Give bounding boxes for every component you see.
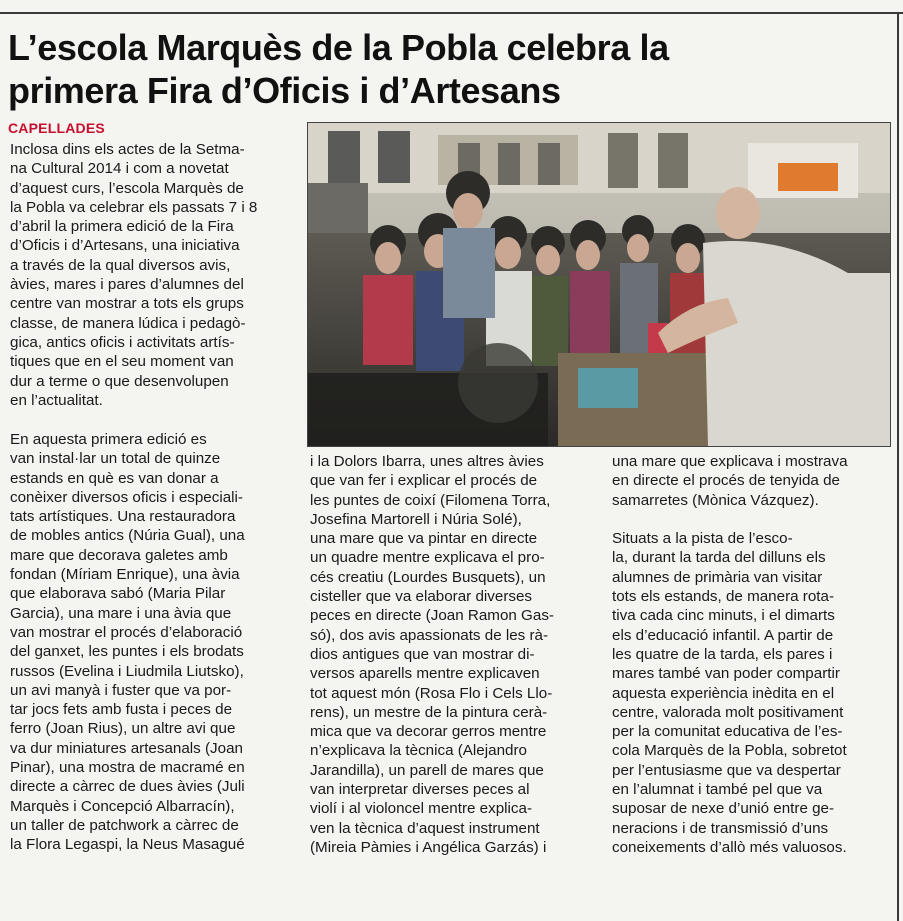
text-line: van mostrar el procés d’elaboració <box>10 623 243 641</box>
text-line: estands en què es van donar a <box>10 469 219 487</box>
text-line: coneixements d’allò més valuosos. <box>612 838 847 856</box>
text-line: Inclosa dins els actes de la Setma- <box>10 141 245 158</box>
top-rule <box>0 12 903 14</box>
text-line: van instal·lar un total de quinze <box>10 450 221 468</box>
text-line: d’Oficis i d’Artesans, una iniciativa <box>10 237 240 255</box>
text-line: van interpretar diverses peces al <box>310 781 530 799</box>
text-line: tot aquest món (Rosa Flo i Cels Llo- <box>310 684 553 702</box>
text-line: rens), un mestre de la pintura cerà- <box>310 703 548 721</box>
text-line: Situats a la pista de l’esco- <box>612 530 793 548</box>
text-line: fondan (Míriam Enrique), una àvia <box>10 566 240 584</box>
text-line: una mare que va pintar en directe <box>310 530 538 548</box>
text-line: Marquès i Concepció Albarracín), <box>10 797 235 815</box>
text-line: suposar de nexe d’unió entre ge- <box>612 800 835 818</box>
column-2 <box>310 452 600 857</box>
text-line: (Mireia Pàmies i Angélica Garzás) i <box>310 838 547 856</box>
text-line: samarretes (Mònica Vázquez). <box>612 491 819 509</box>
text-line: En aquesta primera edició es <box>10 431 207 448</box>
text-line: na Cultural 2014 i com a novetat <box>10 160 229 178</box>
text-line: i la Dolors Ibarra, unes altres àvies <box>310 453 544 470</box>
text-line: cisteller que va elaborar diverses <box>310 588 533 606</box>
text-line: centre van mostrar a tots els grups <box>10 295 244 313</box>
text-line: tats artístiques. Una restauradora <box>10 508 236 526</box>
text-line: alumnes de primària van visitar <box>612 568 823 586</box>
text-line: la, durant la tarda del dilluns els <box>612 549 826 567</box>
text-line: un quadre mentre explicava el pro- <box>310 549 545 567</box>
text-line: Josefina Martorell i Núria Solé), <box>310 510 522 528</box>
text-line: ven la tècnica d’aquest instrument <box>310 819 540 837</box>
text-line: peces en directe (Joan Ramon Gas- <box>310 607 554 625</box>
photo-illustration <box>308 123 890 446</box>
text-line: tar jocs fets amb fusta i peces de <box>10 701 233 719</box>
text-line: de mobles antics (Núria Gual), una <box>10 527 245 545</box>
column-3 <box>612 452 892 857</box>
text-line: tots els estands, de manera rota- <box>612 588 835 606</box>
text-line: Pinar), una mostra de macramé en <box>10 759 245 777</box>
text-line: una mare que explicava i mostrava <box>612 453 848 470</box>
text-line: versos aparells mentre explicaven <box>310 665 540 683</box>
text-line: gica, antics oficis i activitats artís- <box>10 333 235 351</box>
text-line: a través de la qual diversos avis, <box>10 256 231 274</box>
text-line: per la comunitat educativa de l’es- <box>612 723 843 741</box>
text-line: tiques que en el seu moment van <box>10 353 234 371</box>
text-line: la Pobla va celebrar els passats 7 i 8 <box>10 198 258 216</box>
text-line: d’aquest curs, l’escola Marquès de <box>10 179 244 197</box>
text-line: só), dos avis apassionats de les rà- <box>310 626 549 644</box>
text-line: cés creatiu (Lourdes Busquets), un <box>310 568 546 586</box>
text-line: neracions i de transmissió d’uns <box>612 819 829 837</box>
headline <box>8 26 888 112</box>
text-line: dios antigues que van mostrar di- <box>310 645 535 663</box>
headline-line-1: L’escola Marquès de la Pobla celebra la <box>8 27 669 68</box>
article-photo <box>307 122 891 447</box>
text-line: d’abril la primera edició de la Fira <box>10 218 234 236</box>
text-line: que elaborava sabó (Maria Pilar <box>10 585 226 603</box>
text-line: en l’alumnat i també pel que va <box>612 781 823 799</box>
text-line: Jarandilla), un parell de mares que <box>310 761 544 779</box>
headline-line-2: primera Fira d’Oficis i d’Artesans <box>8 70 561 111</box>
text-line: directe a càrrec de dues àvies (Juli <box>10 778 245 796</box>
text-line: classe, de manera lúdica i pedagò- <box>10 314 246 332</box>
text-line: russos (Evelina i Liudmila Liutsko), <box>10 662 244 680</box>
text-line: per l’entusiasme que va despertar <box>612 761 841 779</box>
text-line: un taller de patchwork a càrrec de <box>10 816 239 834</box>
text-line: àvies, mares i pares d’alumnes del <box>10 276 244 294</box>
text-line: la Flora Legaspi, la Neus Masagué <box>10 836 245 854</box>
text-line: en l’actualitat. <box>10 391 103 409</box>
text-line <box>612 510 892 529</box>
text-line: els d’educació infantil. A partir de <box>612 626 834 644</box>
column-1-intro <box>10 140 300 410</box>
section-label: CAPELLADES <box>8 120 105 136</box>
text-line: va dur miniatures artesanals (Joan <box>10 739 243 757</box>
text-line: violí i al violoncel mentre explica- <box>310 800 532 818</box>
text-line: un avi manyà i fuster que va por- <box>10 681 232 699</box>
text-line: centre, valorada molt positivament <box>612 703 844 721</box>
text-line: les puntes de coixí (Filomena Torra, <box>310 491 551 509</box>
text-line: aquesta experiència inèdita en el <box>612 684 835 702</box>
text-line: conèixer diversos oficis i especiali- <box>10 488 243 506</box>
text-line: cola Marquès de la Pobla, sobretot <box>612 742 847 760</box>
text-line: mare que decorava galetes amb <box>10 546 228 564</box>
text-line: del ganxet, les puntes i els brodats <box>10 643 244 661</box>
text-line: les quatre de la tarda, els pares i <box>612 645 833 663</box>
right-rule <box>897 12 899 921</box>
text-line: mares també van poder compartir <box>612 665 840 683</box>
text-line: que van fer i explicar el procés de <box>310 472 538 490</box>
text-line: tiva cada cinc minuts, i el dimarts <box>612 607 835 625</box>
column-1-body <box>10 430 300 855</box>
text-line: en directe el procés de tenyida de <box>612 472 840 490</box>
text-line: n’explicava la tècnica (Alejandro <box>310 742 527 760</box>
text-line: dur a terme o que desenvolupen <box>10 372 229 390</box>
text-line: Garcia), una mare i una àvia que <box>10 604 232 622</box>
text-line: mica que va decorar gerros mentre <box>310 723 547 741</box>
text-line: ferro (Joan Rius), un altre avi que <box>10 720 236 738</box>
